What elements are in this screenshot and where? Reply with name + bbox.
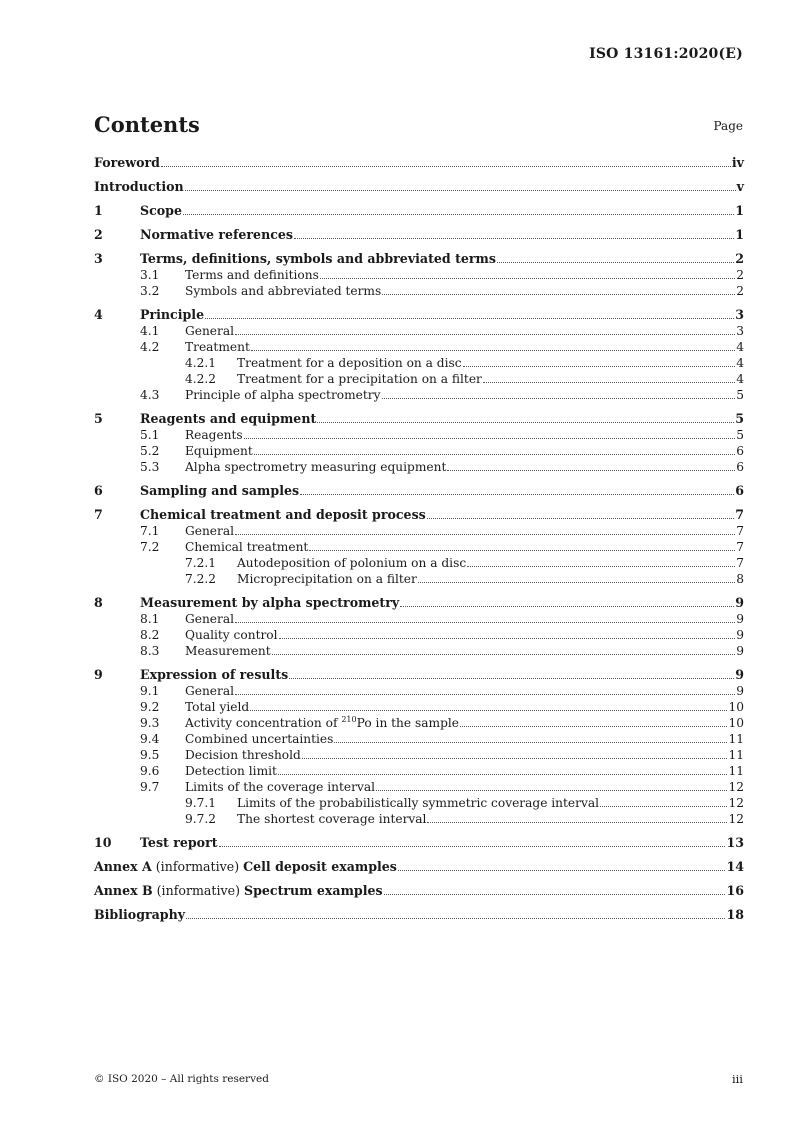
toc-entry-title: Scope	[140, 203, 182, 218]
dot-leader	[376, 789, 727, 791]
toc-entry-title: Principle of alpha spectrometry	[185, 388, 381, 402]
toc-entry-page: 11	[728, 732, 744, 746]
toc-entry-number: 8.2	[140, 628, 160, 642]
toc-entry[interactable]	[94, 763, 744, 779]
toc-entry[interactable]	[94, 427, 744, 443]
dot-leader	[205, 317, 734, 319]
dot-leader	[463, 365, 736, 367]
toc-entry[interactable]	[94, 555, 744, 571]
toc-entry[interactable]	[94, 387, 744, 403]
toc-entry-number: 6	[94, 483, 103, 498]
dot-leader	[320, 277, 735, 279]
toc-entry[interactable]	[94, 459, 744, 475]
toc-entry-number: 9.7.1	[185, 796, 217, 810]
dot-leader	[183, 213, 734, 215]
toc-entry-page: 7	[736, 524, 744, 538]
toc-entry-number: 4	[94, 307, 103, 322]
toc-entry-title: Chemical treatment	[185, 540, 309, 554]
toc-entry-page: 7	[736, 540, 744, 554]
toc-entry-page: 1	[735, 203, 744, 218]
annex-note: (informative)	[151, 859, 244, 874]
dot-leader	[382, 293, 735, 295]
toc-entry[interactable]	[94, 507, 744, 523]
toc-entry-number: 4.3	[140, 388, 160, 402]
dot-leader	[418, 581, 735, 583]
toc-entry[interactable]	[94, 539, 744, 555]
toc-entry-title: General	[185, 684, 234, 698]
toc-entry-title: Reagents	[185, 428, 243, 442]
dot-leader	[427, 517, 734, 519]
toc-entry[interactable]	[94, 795, 744, 811]
toc-entry[interactable]	[94, 667, 744, 683]
dot-leader	[250, 709, 727, 711]
toc-entry[interactable]	[94, 859, 744, 875]
toc-entry[interactable]	[94, 203, 744, 219]
toc-entry-number: 2	[94, 227, 103, 242]
toc-entry-page: 9	[735, 595, 744, 610]
toc-entry[interactable]	[94, 779, 744, 795]
toc-entry[interactable]	[94, 251, 744, 267]
dot-leader	[244, 437, 736, 439]
toc-entry-title: Total yield	[185, 700, 250, 714]
toc-entry[interactable]	[94, 595, 744, 611]
toc-entry[interactable]	[94, 307, 744, 323]
toc-entry-page: 7	[736, 556, 744, 570]
dot-leader	[272, 653, 736, 655]
toc-entry-title: Treatment for a deposition on a disc	[237, 356, 462, 370]
toc-entry-number: 3.2	[140, 284, 160, 298]
toc-entry-title	[94, 883, 383, 899]
annex-note: (informative)	[152, 883, 244, 898]
toc-entry-title: Symbols and abbreviated terms	[185, 284, 382, 298]
dot-leader	[185, 189, 736, 191]
toc-entry-number: 9.6	[140, 764, 160, 778]
toc-entry-page: 9	[736, 628, 744, 642]
toc-entry-page: 6	[736, 460, 744, 474]
toc-entry-title: Combined uncertainties	[185, 732, 334, 746]
toc-entry-page: 12	[728, 780, 744, 794]
dot-leader	[384, 893, 726, 895]
toc-entry-number: 4.2	[140, 340, 160, 354]
dot-leader	[382, 397, 736, 399]
title-part: Activity concentration of	[185, 716, 342, 730]
toc-entry-title: Limits of the probabilistically symmetric coverage interval	[237, 796, 600, 810]
toc-entry-page: 6	[735, 483, 744, 498]
toc-entry[interactable]	[94, 683, 744, 699]
isotope-superscript: 210	[341, 715, 357, 724]
title-part: Po in the sample	[356, 716, 459, 730]
dot-leader	[483, 381, 735, 383]
toc-entry-page: 8	[736, 572, 744, 586]
toc-entry-title: Principle	[140, 307, 205, 322]
toc-entry-title: Detection limit	[185, 764, 277, 778]
toc-entry-page: 12	[728, 796, 744, 810]
toc-entry[interactable]	[94, 155, 744, 171]
toc-entry-title: Measurement	[185, 644, 271, 658]
toc-entry-title	[94, 859, 397, 875]
dot-leader	[186, 917, 725, 919]
toc-entry-page: 5	[736, 388, 744, 402]
toc-entry-page: 12	[728, 812, 744, 826]
toc-entry-title	[185, 715, 459, 731]
annex-title: Spectrum examples	[243, 883, 383, 898]
toc-entry-number: 4.2.2	[185, 372, 217, 386]
toc-entry-page: 9	[736, 612, 744, 626]
toc-entry-page: 6	[736, 444, 744, 458]
toc-entry-title: Treatment	[185, 340, 250, 354]
dot-leader	[235, 333, 735, 335]
toc-entry[interactable]	[94, 483, 744, 499]
toc-entry-number: 7	[94, 507, 103, 522]
toc-entry-page: iv	[731, 155, 744, 170]
toc-entry[interactable]	[94, 571, 744, 587]
toc-entry-title: Measurement by alpha spectrometry	[140, 595, 400, 610]
toc-entry-title: Test report	[140, 835, 218, 850]
dot-leader	[235, 533, 735, 535]
copyright-notice: © ISO 2020 – All rights reserved	[94, 1073, 269, 1085]
toc-entry-title: Autodeposition of polonium on a disc	[237, 556, 467, 570]
toc-entry-title: Normative references	[140, 227, 294, 242]
toc-entry-number: 9.4	[140, 732, 160, 746]
dot-leader	[447, 469, 735, 471]
toc-entry-number: 7.1	[140, 524, 160, 538]
toc-entry[interactable]	[94, 611, 744, 627]
toc-entry-page: v	[736, 179, 744, 194]
toc-entry[interactable]	[94, 339, 744, 355]
dot-leader	[279, 637, 736, 639]
dot-leader	[317, 421, 734, 423]
dot-leader	[219, 845, 726, 847]
toc-entry-title: Alpha spectrometry measuring equipment	[185, 460, 447, 474]
toc-entry-page: 3	[736, 324, 744, 338]
toc-entry[interactable]	[94, 731, 744, 747]
toc-entry-page: 2	[736, 284, 744, 298]
dot-leader	[278, 773, 728, 775]
toc-entry[interactable]	[94, 715, 744, 731]
table-of-contents	[94, 155, 744, 923]
dot-leader	[427, 821, 727, 823]
toc-entry-number: 3.1	[140, 268, 160, 282]
toc-entry-number: 9.1	[140, 684, 160, 698]
toc-entry-number: 7.2.2	[185, 572, 217, 586]
dot-leader	[302, 757, 728, 759]
toc-entry-title: Introduction	[94, 179, 184, 194]
dot-leader	[334, 741, 727, 743]
toc-entry-title: Reagents and equipment	[140, 411, 317, 426]
toc-entry-title: General	[185, 524, 234, 538]
toc-entry[interactable]	[94, 523, 744, 539]
toc-entry-title: Expression of results	[140, 667, 289, 682]
dot-leader	[300, 493, 734, 495]
toc-entry[interactable]	[94, 443, 744, 459]
toc-entry-number: 4.2.1	[185, 356, 217, 370]
toc-entry-number: 7.2	[140, 540, 160, 554]
annex-title: Cell deposit examples	[243, 859, 397, 874]
toc-entry-page: 3	[735, 307, 744, 322]
toc-entry[interactable]	[94, 323, 744, 339]
toc-entry-page: 7	[735, 507, 744, 522]
toc-entry-title: Sampling and samples	[140, 483, 300, 498]
toc-entry[interactable]	[94, 227, 744, 243]
dot-leader	[235, 621, 735, 623]
dot-leader	[294, 237, 734, 239]
toc-entry[interactable]	[94, 355, 744, 371]
dot-leader	[254, 453, 735, 455]
annex-label: Annex B	[94, 883, 153, 898]
toc-entry-title: Chemical treatment and deposit process	[140, 507, 426, 522]
toc-entry-page: 4	[736, 356, 744, 370]
toc-entry-page: 11	[728, 764, 744, 778]
toc-entry-number: 9.5	[140, 748, 160, 762]
toc-entry-number: 5.1	[140, 428, 160, 442]
toc-entry-title: Foreword	[94, 155, 160, 170]
toc-entry-page: 5	[735, 411, 744, 426]
dot-leader	[235, 693, 735, 695]
toc-entry[interactable]	[94, 267, 744, 283]
dot-leader	[400, 605, 734, 607]
toc-entry-number: 1	[94, 203, 103, 218]
toc-entry-title: General	[185, 324, 234, 338]
annex-label: Annex A	[94, 859, 152, 874]
toc-entry[interactable]	[94, 811, 744, 827]
toc-entry-page: 9	[735, 667, 744, 682]
toc-entry-page: 1	[735, 227, 744, 242]
toc-entry-number: 9.2	[140, 700, 160, 714]
toc-entry-page: 11	[728, 748, 744, 762]
toc-entry-number: 9	[94, 667, 103, 682]
toc-entry[interactable]	[94, 835, 744, 851]
toc-entry-page: 2	[736, 268, 744, 282]
page-column-label: Page	[713, 119, 743, 133]
toc-entry-title: Limits of the coverage interval	[185, 780, 376, 794]
toc-entry-page: 13	[726, 835, 744, 850]
toc-entry-number: 5	[94, 411, 103, 426]
toc-entry-page: 5	[736, 428, 744, 442]
toc-entry[interactable]	[94, 883, 744, 899]
toc-entry[interactable]	[94, 283, 744, 299]
toc-entry-title: Microprecipitation on a filter	[237, 572, 417, 586]
toc-entry-number: 3	[94, 251, 103, 266]
toc-entry-title: Treatment for a precipitation on a filter	[237, 372, 482, 386]
page-title: Contents	[94, 112, 200, 137]
toc-entry-number: 4.1	[140, 324, 160, 338]
toc-entry-page: 16	[726, 883, 744, 898]
toc-entry-title: General	[185, 612, 234, 626]
dot-leader	[467, 565, 735, 567]
toc-entry-page: 14	[726, 859, 744, 874]
toc-entry-title: The shortest coverage interval	[237, 812, 427, 826]
toc-entry[interactable]	[94, 907, 744, 923]
toc-entry-title: Decision threshold	[185, 748, 301, 762]
toc-entry-page: 2	[735, 251, 744, 266]
toc-entry-number: 9.7	[140, 780, 160, 794]
page-number: iii	[731, 1072, 743, 1086]
toc-entry-number: 5.3	[140, 460, 160, 474]
dot-leader	[251, 349, 735, 351]
toc-entry[interactable]	[94, 747, 744, 763]
dot-leader	[600, 805, 727, 807]
toc-entry-title: Bibliography	[94, 907, 186, 922]
toc-entry[interactable]	[94, 179, 744, 195]
standard-identifier: ISO 13161:2020(E)	[589, 46, 743, 62]
toc-entry[interactable]	[94, 627, 744, 643]
toc-entry-title: Terms, definitions, symbols and abbreviated terms	[140, 251, 496, 266]
dot-leader	[289, 677, 734, 679]
toc-entry-number: 5.2	[140, 444, 160, 458]
toc-entry-number: 7.2.1	[185, 556, 217, 570]
toc-entry-page: 4	[736, 372, 744, 386]
toc-entry-page: 10	[728, 700, 744, 714]
toc-entry-page: 4	[736, 340, 744, 354]
toc-entry[interactable]	[94, 411, 744, 427]
toc-entry-page: 18	[726, 907, 744, 922]
toc-entry-number: 10	[94, 835, 112, 850]
toc-entry-page: 10	[728, 716, 744, 730]
toc-entry[interactable]	[94, 371, 744, 387]
dot-leader	[161, 165, 731, 167]
toc-entry-number: 9.3	[140, 716, 160, 730]
toc-entry-title: Quality control	[185, 628, 278, 642]
dot-leader	[398, 869, 726, 871]
dot-leader	[309, 549, 735, 551]
toc-entry-number: 9.7.2	[185, 812, 217, 826]
dot-leader	[497, 261, 734, 263]
toc-entry[interactable]	[94, 643, 744, 659]
toc-entry-title: Equipment	[185, 444, 253, 458]
toc-entry[interactable]	[94, 699, 744, 715]
toc-entry-number: 8.1	[140, 612, 160, 626]
dot-leader	[460, 725, 727, 727]
toc-entry-number: 8	[94, 595, 103, 610]
toc-entry-title: Terms and definitions	[185, 268, 319, 282]
toc-entry-page: 9	[736, 644, 744, 658]
toc-entry-page: 9	[736, 684, 744, 698]
toc-entry-number: 8.3	[140, 644, 160, 658]
